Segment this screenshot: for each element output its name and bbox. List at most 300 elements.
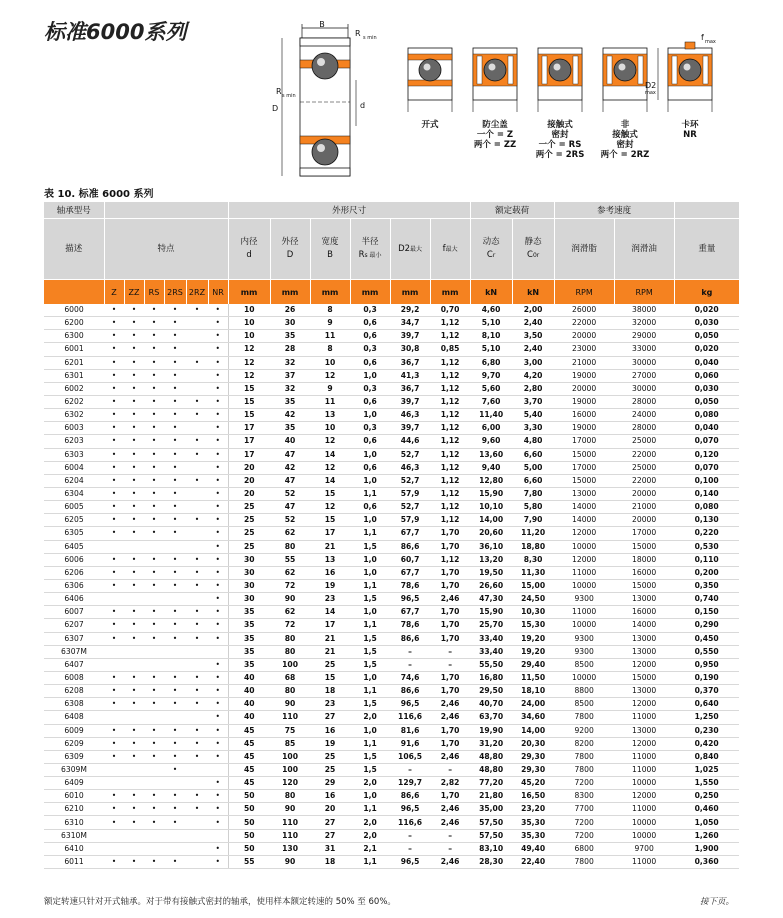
cell-feature-z: •	[104, 343, 124, 356]
cell-grease: 15000	[554, 474, 614, 487]
cell-dynamic: 14,00	[470, 514, 512, 527]
table-row	[44, 685, 739, 698]
table-row	[44, 790, 739, 803]
cell-feature-rs	[144, 777, 164, 790]
table-row	[44, 540, 739, 553]
cell-model: 6009	[44, 724, 104, 737]
cell-radius: 2,0	[350, 711, 390, 724]
cell-model: 6207	[44, 619, 104, 632]
cell-dynamic: 63,70	[470, 711, 512, 724]
cell-feature-zz: •	[124, 487, 144, 500]
cell-weight: 0,190	[674, 671, 739, 684]
cell-feature-rs: •	[144, 790, 164, 803]
cell-dynamic: 13,20	[470, 553, 512, 566]
variant-label-3-2: 密封	[616, 140, 634, 150]
cell-feature-zz: •	[124, 382, 144, 395]
cell-feature-rs: •	[144, 435, 164, 448]
cell-radius: 2,0	[350, 777, 390, 790]
cell-feature-2rs: •	[164, 855, 186, 868]
cell-feature-2rs: •	[164, 737, 186, 750]
cell-od: 30	[270, 317, 310, 330]
cell-dynamic: 9,40	[470, 461, 512, 474]
cell-feature-2rz: •	[186, 698, 208, 711]
cell-f: 1,70	[430, 579, 470, 592]
cell-f: 1,70	[430, 619, 470, 632]
cell-width: 21	[310, 632, 350, 645]
cell-feature-rs: •	[144, 369, 164, 382]
cell-feature-rs: •	[144, 619, 164, 632]
cell-weight: 0,030	[674, 382, 739, 395]
cell-feature-zz	[124, 711, 144, 724]
cell-feature-z: •	[104, 317, 124, 330]
cell-dynamic: 9,60	[470, 435, 512, 448]
cell-oil: 11000	[614, 803, 674, 816]
cell-weight: 0,220	[674, 527, 739, 540]
header-dynamic: 动态 Cr	[470, 219, 512, 280]
cell-weight: 1,900	[674, 842, 739, 855]
cell-d2: 46,3	[390, 461, 430, 474]
cell-width: 27	[310, 816, 350, 829]
header-load-group: 额定载荷	[470, 202, 554, 219]
cell-feature-z: •	[104, 566, 124, 579]
cell-oil: 11000	[614, 763, 674, 776]
cell-feature-zz: •	[124, 632, 144, 645]
cell-d2: 86,6	[390, 685, 430, 698]
cell-feature-rs: •	[144, 553, 164, 566]
cell-feature-zz: •	[124, 395, 144, 408]
cell-f: 1,70	[430, 632, 470, 645]
cell-bore: 45	[228, 737, 270, 750]
table-row	[44, 474, 739, 487]
cell-model: 6410	[44, 842, 104, 855]
cell-grease: 16000	[554, 409, 614, 422]
cell-width: 12	[310, 369, 350, 382]
cell-weight: 0,640	[674, 698, 739, 711]
cell-feature-2rz: •	[186, 737, 208, 750]
cell-feature-rs: •	[144, 409, 164, 422]
cell-od: 80	[270, 790, 310, 803]
cell-feature-rs	[144, 763, 164, 776]
cell-static: 6,60	[512, 448, 554, 461]
cell-feature-2rz	[186, 461, 208, 474]
cell-feature-2rz	[186, 487, 208, 500]
cell-feature-2rs: •	[164, 317, 186, 330]
cell-f: 1,70	[430, 790, 470, 803]
cell-dynamic: 6,00	[470, 422, 512, 435]
cell-feature-nr: •	[208, 777, 228, 790]
cell-feature-rs: •	[144, 422, 164, 435]
table-row	[44, 448, 739, 461]
cell-feature-2rs: •	[164, 501, 186, 514]
cell-feature-2rz: •	[186, 553, 208, 566]
table-row	[44, 606, 739, 619]
cell-model: 6004	[44, 461, 104, 474]
cell-width: 27	[310, 711, 350, 724]
cell-model: 6209	[44, 737, 104, 750]
cell-model: 6204	[44, 474, 104, 487]
cell-static: 3,50	[512, 330, 554, 343]
cell-width: 9	[310, 317, 350, 330]
cell-width: 13	[310, 409, 350, 422]
variant-bearing-3	[603, 48, 647, 112]
cell-radius: 1,0	[350, 566, 390, 579]
cell-oil: 10000	[614, 829, 674, 842]
cell-radius: 0,3	[350, 382, 390, 395]
cell-radius: 1,0	[350, 448, 390, 461]
cell-f: 1,12	[430, 330, 470, 343]
cell-model: 6310	[44, 816, 104, 829]
cell-feature-2rs: •	[164, 448, 186, 461]
cell-feature-rs: •	[144, 304, 164, 317]
cell-width: 21	[310, 645, 350, 658]
cell-grease: 10000	[554, 540, 614, 553]
cell-od: 55	[270, 553, 310, 566]
cell-feature-nr: •	[208, 606, 228, 619]
cell-model: 6201	[44, 356, 104, 369]
cell-feature-zz: •	[124, 737, 144, 750]
cell-od: 32	[270, 356, 310, 369]
cell-radius: 0,3	[350, 422, 390, 435]
table-row	[44, 527, 739, 540]
cell-f: 2,46	[430, 593, 470, 606]
table-body	[44, 304, 739, 869]
cell-bore: 10	[228, 304, 270, 317]
cell-feature-2rz: •	[186, 685, 208, 698]
label-d2: D2	[645, 81, 657, 90]
table-row	[44, 777, 739, 790]
cell-f: 2,46	[430, 855, 470, 868]
cell-oil: 38000	[614, 304, 674, 317]
table-row	[44, 750, 739, 763]
cell-od: 100	[270, 763, 310, 776]
cell-feature-nr: •	[208, 527, 228, 540]
cell-od: 72	[270, 579, 310, 592]
cell-od: 85	[270, 737, 310, 750]
cell-d2: 39,7	[390, 422, 430, 435]
cell-width: 18	[310, 685, 350, 698]
cell-grease: 9300	[554, 632, 614, 645]
cell-bore: 12	[228, 343, 270, 356]
cell-grease: 20000	[554, 330, 614, 343]
cell-model: 6304	[44, 487, 104, 500]
cell-bore: 10	[228, 330, 270, 343]
cell-feature-nr: •	[208, 304, 228, 317]
cell-feature-zz	[124, 842, 144, 855]
cell-feature-zz: •	[124, 790, 144, 803]
cell-od: 80	[270, 632, 310, 645]
cell-feature-nr: •	[208, 514, 228, 527]
cell-f: 1,70	[430, 527, 470, 540]
cell-feature-rs: •	[144, 724, 164, 737]
cell-width: 23	[310, 698, 350, 711]
cell-f: 1,12	[430, 356, 470, 369]
cell-dynamic: 13,60	[470, 448, 512, 461]
feature-rs: RS	[144, 280, 164, 305]
cell-feature-2rs: •	[164, 763, 186, 776]
cell-dynamic: 26,60	[470, 579, 512, 592]
cell-weight: 0,040	[674, 356, 739, 369]
cell-oil: 15000	[614, 540, 674, 553]
cell-d2: 74,6	[390, 671, 430, 684]
cell-radius: 0,6	[350, 501, 390, 514]
cell-model: 6202	[44, 395, 104, 408]
cell-dynamic: 28,30	[470, 855, 512, 868]
cell-static: 11,50	[512, 671, 554, 684]
cell-od: 47	[270, 501, 310, 514]
cell-feature-2rz	[186, 645, 208, 658]
cell-radius: 0,6	[350, 395, 390, 408]
variant-bearing-2	[538, 48, 582, 112]
cell-model: 6203	[44, 435, 104, 448]
table-row	[44, 671, 739, 684]
table-caption: 表 10. 标准 6000 系列	[44, 189, 154, 200]
cell-width: 11	[310, 395, 350, 408]
cell-oil: 14000	[614, 619, 674, 632]
table-row	[44, 658, 739, 671]
table-row	[44, 645, 739, 658]
cell-model: 6408	[44, 711, 104, 724]
variant-label-1-2: 两个 = ZZ	[473, 140, 517, 150]
cell-weight: 1,250	[674, 711, 739, 724]
cell-feature-nr: •	[208, 855, 228, 868]
cell-feature-nr: •	[208, 487, 228, 500]
cell-feature-z	[104, 658, 124, 671]
cell-f: 1,12	[430, 409, 470, 422]
cell-feature-z: •	[104, 435, 124, 448]
cell-dynamic: 35,00	[470, 803, 512, 816]
cell-grease: 11000	[554, 606, 614, 619]
cell-weight: 0,290	[674, 619, 739, 632]
cell-dynamic: 12,80	[470, 474, 512, 487]
cell-radius: 1,5	[350, 593, 390, 606]
table-row	[44, 409, 739, 422]
cell-model: 6409	[44, 777, 104, 790]
cell-od: 47	[270, 448, 310, 461]
cell-f: –	[430, 829, 470, 842]
cell-model: 6205	[44, 514, 104, 527]
cell-od: 37	[270, 369, 310, 382]
cell-weight: 0,080	[674, 409, 739, 422]
cell-bore: 45	[228, 750, 270, 763]
cell-f: 1,12	[430, 382, 470, 395]
table-row	[44, 553, 739, 566]
cell-static: 5,40	[512, 409, 554, 422]
cell-model: 6210	[44, 803, 104, 816]
cell-grease: 17000	[554, 435, 614, 448]
cell-model: 6307	[44, 632, 104, 645]
cell-feature-z	[104, 842, 124, 855]
cell-bore: 35	[228, 658, 270, 671]
cell-weight: 0,080	[674, 501, 739, 514]
cell-model: 6407	[44, 658, 104, 671]
cell-feature-2rs: •	[164, 685, 186, 698]
label-d-outer: D	[272, 104, 279, 113]
cell-model: 6303	[44, 448, 104, 461]
cell-feature-2rz: •	[186, 356, 208, 369]
cell-width: 17	[310, 527, 350, 540]
cell-feature-2rz: •	[186, 671, 208, 684]
cell-feature-z: •	[104, 803, 124, 816]
cell-oil: 17000	[614, 527, 674, 540]
cell-width: 13	[310, 553, 350, 566]
cell-feature-2rs: •	[164, 369, 186, 382]
cell-model: 6006	[44, 553, 104, 566]
cell-bore: 35	[228, 632, 270, 645]
cell-d2: 91,6	[390, 737, 430, 750]
cell-radius: 0,3	[350, 343, 390, 356]
cell-feature-nr: •	[208, 724, 228, 737]
cell-radius: 1,0	[350, 724, 390, 737]
cell-feature-z: •	[104, 487, 124, 500]
cell-width: 17	[310, 619, 350, 632]
cell-radius: 1,5	[350, 750, 390, 763]
cell-f: 0,70	[430, 304, 470, 317]
unit-static: kN	[512, 280, 554, 305]
cell-feature-nr: •	[208, 435, 228, 448]
table-row	[44, 356, 739, 369]
cell-feature-2rz	[186, 501, 208, 514]
cell-feature-zz: •	[124, 816, 144, 829]
cell-feature-2rs: •	[164, 409, 186, 422]
cell-bore: 40	[228, 685, 270, 698]
cell-grease: 14000	[554, 514, 614, 527]
cell-feature-2rs: •	[164, 330, 186, 343]
cell-radius: 1,0	[350, 474, 390, 487]
cell-feature-2rs: •	[164, 606, 186, 619]
variant-bearing-0	[408, 48, 452, 112]
cell-grease: 26000	[554, 304, 614, 317]
cell-od: 62	[270, 606, 310, 619]
cell-od: 32	[270, 382, 310, 395]
cell-feature-zz: •	[124, 501, 144, 514]
cell-f: 1,12	[430, 553, 470, 566]
cell-feature-2rs	[164, 711, 186, 724]
table-row	[44, 737, 739, 750]
cell-f: 1,70	[430, 540, 470, 553]
cell-f: 1,12	[430, 487, 470, 500]
cell-radius: 1,0	[350, 553, 390, 566]
cell-feature-rs: •	[144, 501, 164, 514]
header-d2: D2最大	[390, 219, 430, 280]
cell-feature-rs: •	[144, 356, 164, 369]
cell-model: 6011	[44, 855, 104, 868]
cell-width: 9	[310, 382, 350, 395]
cell-feature-rs: •	[144, 514, 164, 527]
cell-f: –	[430, 658, 470, 671]
cell-width: 8	[310, 343, 350, 356]
cell-bore: 17	[228, 435, 270, 448]
cell-feature-nr: •	[208, 409, 228, 422]
cell-width: 15	[310, 671, 350, 684]
cell-grease: 9200	[554, 724, 614, 737]
cell-static: 15,30	[512, 619, 554, 632]
cell-feature-z: •	[104, 579, 124, 592]
cell-feature-zz: •	[124, 448, 144, 461]
cell-feature-2rz	[186, 711, 208, 724]
cell-feature-2rs: •	[164, 527, 186, 540]
cell-weight: 0,100	[674, 474, 739, 487]
cell-weight: 0,050	[674, 330, 739, 343]
cell-feature-2rz: •	[186, 803, 208, 816]
cell-feature-nr: •	[208, 632, 228, 645]
cell-radius: 0,6	[350, 435, 390, 448]
cell-static: 23,20	[512, 803, 554, 816]
cell-feature-nr: •	[208, 711, 228, 724]
cell-feature-z: •	[104, 606, 124, 619]
cell-feature-rs: •	[144, 382, 164, 395]
cell-feature-zz	[124, 829, 144, 842]
cell-static: 2,00	[512, 304, 554, 317]
cell-feature-rs: •	[144, 317, 164, 330]
cell-feature-zz: •	[124, 698, 144, 711]
cell-weight: 0,040	[674, 422, 739, 435]
cell-od: 68	[270, 671, 310, 684]
cell-d2: 36,7	[390, 382, 430, 395]
cell-radius: 0,6	[350, 317, 390, 330]
cell-radius: 1,1	[350, 487, 390, 500]
cell-static: 29,30	[512, 763, 554, 776]
cell-feature-2rz	[186, 855, 208, 868]
cell-feature-rs: •	[144, 579, 164, 592]
cell-oil: 25000	[614, 435, 674, 448]
cell-feature-zz	[124, 658, 144, 671]
cell-feature-rs	[144, 829, 164, 842]
cell-bore: 25	[228, 514, 270, 527]
table-row	[44, 422, 739, 435]
unit-od: mm	[270, 280, 310, 305]
cell-radius: 0,6	[350, 330, 390, 343]
cell-bore: 25	[228, 501, 270, 514]
cell-od: 80	[270, 540, 310, 553]
cell-grease: 8500	[554, 658, 614, 671]
cell-model: 6007	[44, 606, 104, 619]
cell-radius: 2,0	[350, 829, 390, 842]
header-radius: 半径 Rs 最小	[350, 219, 390, 280]
cell-weight: 0,230	[674, 724, 739, 737]
cell-grease: 7200	[554, 829, 614, 842]
cell-feature-rs: •	[144, 606, 164, 619]
cell-bore: 15	[228, 409, 270, 422]
cell-oil: 32000	[614, 317, 674, 330]
cell-oil: 13000	[614, 685, 674, 698]
cell-f: 1,70	[430, 737, 470, 750]
cell-weight: 0,740	[674, 593, 739, 606]
label-rmin-sub: s min	[282, 93, 296, 99]
cell-feature-z: •	[104, 790, 124, 803]
cell-feature-2rs	[164, 842, 186, 855]
cell-radius: 2,0	[350, 816, 390, 829]
cell-feature-nr: •	[208, 356, 228, 369]
cell-width: 31	[310, 842, 350, 855]
cell-model: 6308	[44, 698, 104, 711]
cell-feature-2rz: •	[186, 566, 208, 579]
cell-grease: 8800	[554, 685, 614, 698]
cell-weight: 0,550	[674, 645, 739, 658]
cell-bore: 30	[228, 593, 270, 606]
cell-feature-2rs: •	[164, 698, 186, 711]
cell-width: 21	[310, 540, 350, 553]
cell-od: 72	[270, 619, 310, 632]
cell-weight: 0,110	[674, 553, 739, 566]
cell-dynamic: 16,80	[470, 671, 512, 684]
cell-od: 42	[270, 409, 310, 422]
cell-radius: 1,1	[350, 579, 390, 592]
cell-feature-2rs: •	[164, 343, 186, 356]
cell-f: 1,12	[430, 395, 470, 408]
cell-d2: 78,6	[390, 579, 430, 592]
cell-d2: 52,7	[390, 448, 430, 461]
cell-feature-rs	[144, 842, 164, 855]
